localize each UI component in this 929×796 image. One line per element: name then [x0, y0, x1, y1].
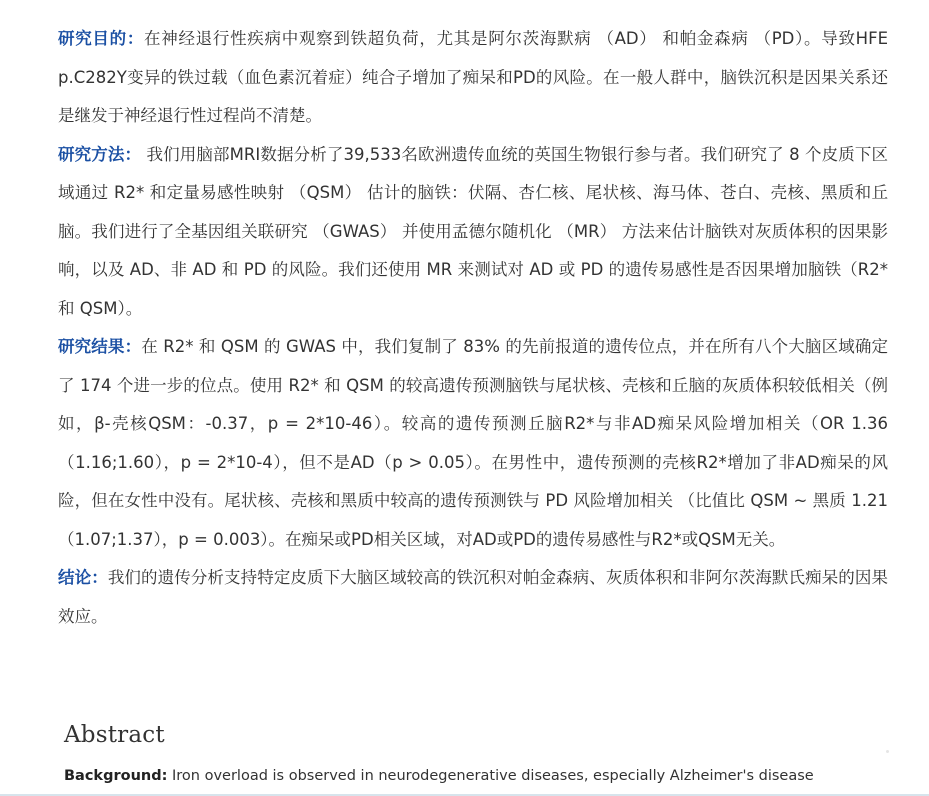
results-paragraph — [58, 328, 888, 559]
conclusion-text: 我们的遗传分析支持特定皮质下大脑区域较高的铁沉积对帕金森病、灰质体积和非阿尔茨海默氏痴呆的因果效应。 — [58, 568, 889, 626]
results-label: 研究结果： — [58, 337, 142, 356]
results-text: 在 R2* 和 QSM 的 GWAS 中，我们复制了 83% 的先前报道的遗传位点，并在所有八个大脑区域确定了 174 个进一步的位点。使用 R2* 和 QSM 的较高遗传预测脑铁与尾状核、壳核和丘脑的灰质体积较低相关（例如，β-壳核QSM：-0.37，p = 2*10-46）。较高的遗传预测丘脑R2*与非AD痴呆风险增加相关（OR 1.36 （1.16;1.60），p = 2*10-4），但不是AD（p > 0.05）。在男性中，遗传预测的壳核R2*增加了非AD痴呆的风险，但在女性中没有。尾状核、壳核和黑质中较高的遗传预测铁与 PD 风险增加相关 （比值比 QSM ~ 黑质 1.21 （1.07;1.37），p = 0.003）。在痴呆或PD相关区域，对AD或PD的遗传易感性与R2*或QSM无关。 — [58, 337, 888, 549]
chinese-abstract — [58, 20, 888, 636]
background-text: Iron overload is observed in neurodegenerative diseases, especially Alzheimer's disease — [167, 768, 814, 784]
methods-paragraph — [58, 136, 888, 329]
conclusion-label: 结论： — [58, 568, 108, 587]
methods-label: 研究方法： — [58, 144, 142, 164]
decorative-dot — [886, 750, 889, 753]
purpose-text: 在神经退行性疾病中观察到铁超负荷，尤其是阿尔茨海默病 （AD） 和帕金森病 （PD）。导致HFE p.C282Y变异的铁过载（血色素沉着症）纯合子增加了痴呆和PD的风险。在一般人群中，脑铁沉积是因果关系还是继发于神经退行性过程尚不清楚。 — [58, 29, 888, 125]
background-label: Background: — [64, 768, 168, 784]
abstract-heading: Abstract — [64, 722, 165, 748]
purpose-paragraph — [58, 20, 888, 136]
conclusion-paragraph — [58, 559, 888, 636]
methods-text: 我们用脑部MRI数据分析了39,533名欧洲遗传血统的英国生物银行参与者。我们研究了 8 个皮质下区域通过 R2* 和定量易感性映射 （QSM） 估计的脑铁：伏隔、杏仁核、尾状核、海马体、苍白、壳核、黑质和丘脑。我们进行了全基因组关联研究 （GWAS） 并使用孟德尔随机化 （MR） 方法来估计脑铁对灰质体积的因果影响，以及 AD、非 AD 和 PD 的风险。我们还使用 MR 来测试对 AD 或 PD 的遗传易感性是否因果增加脑铁（R2* 和 QSM）。 — [58, 144, 888, 318]
english-background-line — [64, 768, 914, 784]
purpose-label: 研究目的： — [58, 29, 145, 48]
